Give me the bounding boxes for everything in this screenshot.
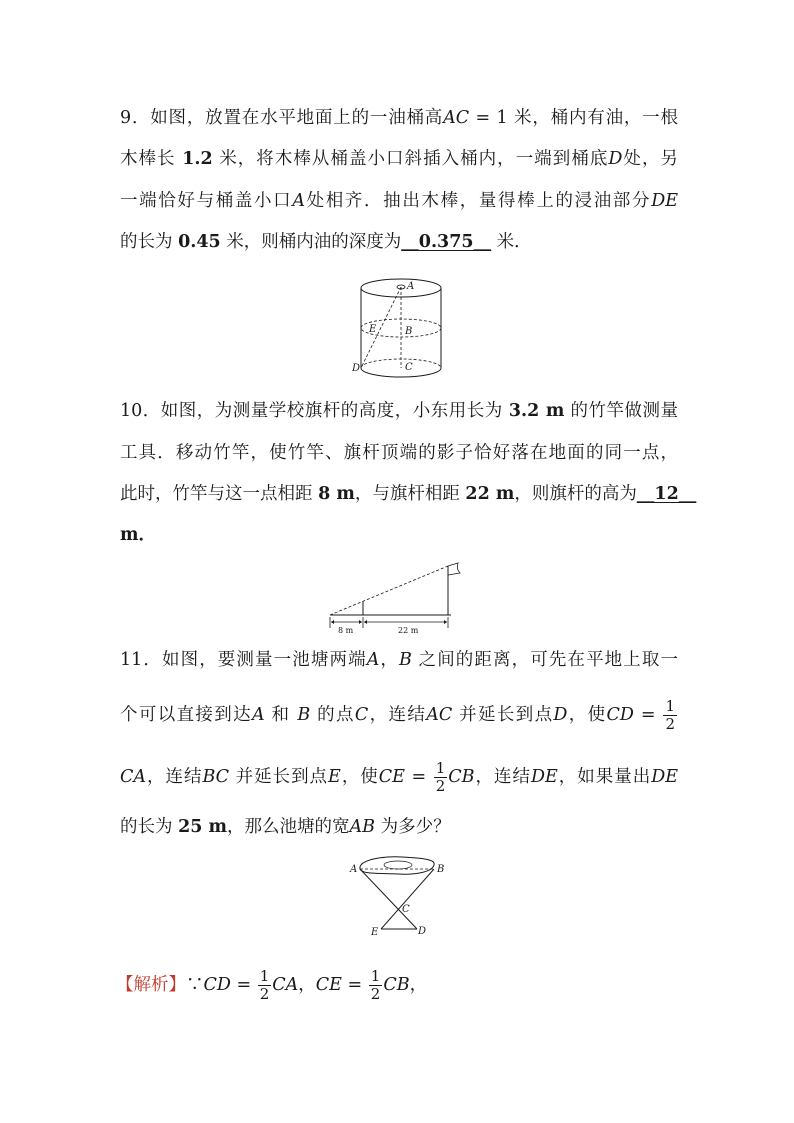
q10-flagpole-figure — [325, 560, 465, 635]
q10-line-4 — [120, 523, 678, 547]
q11-text: 和 — [264, 705, 298, 725]
fraction-half — [258, 968, 272, 1003]
q11-text: 并延长到点 — [229, 767, 329, 787]
q11-var: D — [553, 705, 568, 725]
q9-cylinder-figure — [340, 276, 460, 386]
q11-line-2 — [120, 698, 678, 733]
q11-text: ，连结 — [474, 767, 531, 787]
frac-den: 2 — [435, 777, 446, 795]
q9-line-4 — [120, 230, 678, 254]
q11-var: B — [297, 705, 311, 725]
q10-answer: __12__ — [636, 484, 697, 504]
frac-den: 2 — [259, 985, 270, 1003]
label-b: B — [405, 326, 413, 337]
solution-tag: 【解析】 — [116, 975, 186, 995]
label-e: E — [369, 324, 377, 335]
q10-number: 22 m — [465, 484, 515, 504]
q11-text: 11．如图，要测量一池塘两端 — [120, 650, 367, 670]
fraction-half — [369, 968, 383, 1003]
q11-number: 25 m — [178, 817, 228, 837]
frac-num: 1 — [665, 697, 676, 715]
q10-line-1 — [120, 399, 678, 423]
label-8m: 8 m — [338, 626, 354, 635]
flag-icon — [448, 563, 460, 575]
q10-line-3 — [120, 482, 697, 506]
shadow-line — [330, 566, 448, 615]
q9-line-3 — [120, 189, 678, 213]
label-a: A — [350, 864, 358, 875]
frac-num: 1 — [435, 759, 446, 777]
q11-text: ， — [298, 975, 316, 995]
q11-text: ，那么池塘的宽 — [227, 817, 350, 837]
fraction-half — [663, 698, 677, 733]
stick-ad — [361, 287, 401, 368]
q9-text: 米，将木棒从桶盖小口斜插入桶内，一端到桶底 — [212, 149, 609, 169]
q11-line-3 — [120, 760, 678, 795]
q11-text: ，连结 — [146, 767, 203, 787]
q10-text: 此时，竹竿与这一点相距 — [120, 484, 319, 504]
q11-text: ，如果量出 — [557, 767, 652, 787]
q9-line-2 — [120, 147, 678, 171]
q11-text: = — [230, 975, 257, 995]
q9-text: 的长为 — [120, 232, 179, 252]
fraction-half — [434, 760, 448, 795]
q10-text: ，则旗杆的高为 — [514, 484, 637, 504]
q10-number: 3.2 m — [508, 401, 565, 421]
because-symbol: ∵ — [186, 975, 204, 995]
q11-var: CB — [448, 767, 475, 787]
q11-text: = — [633, 705, 663, 725]
q11-text: ，使 — [567, 705, 607, 725]
q11-text: = — [404, 767, 433, 787]
q9-text: 处相齐．抽出木棒，量得棒上的浸油部分 — [304, 191, 652, 211]
q11-var: CE — [315, 975, 342, 995]
q11-var: A — [252, 705, 265, 725]
pond-ripple — [384, 861, 412, 869]
q11-text: 的点 — [310, 705, 355, 725]
q11-var: DE — [651, 767, 679, 787]
q10-text: 10．如图，为测量学校旗杆的高度，小东用长为 — [120, 401, 509, 421]
q11-text: 个可以直接到达 — [120, 705, 252, 725]
frac-num: 1 — [259, 967, 270, 985]
q10-text: 的竹竿做测量 — [564, 401, 678, 421]
q11-var: AB — [349, 817, 376, 837]
cylinder-bottom-front — [361, 368, 441, 377]
label-c: C — [405, 362, 413, 373]
q9-text: 米，则桶内油的深度为 — [220, 232, 402, 252]
q11-var: E — [328, 767, 341, 787]
pond-shape — [360, 857, 434, 874]
q11-text: 为多少？ — [375, 817, 451, 837]
q11-var: C — [354, 705, 369, 725]
q11-text: ， — [409, 975, 428, 995]
frac-den: 2 — [370, 985, 381, 1003]
q11-text: 之间的距离，可先在平地上取一 — [411, 650, 678, 670]
q9-number: 1.2 — [182, 149, 213, 169]
q11-var: AC — [426, 705, 453, 725]
q11-text: 的长为 — [120, 817, 179, 837]
q11-var: BC — [202, 767, 230, 787]
label-e: E — [371, 927, 379, 938]
q9-number: 0.45 — [178, 232, 221, 252]
q9-text: = 1 米，桶内有油，一根 — [469, 108, 678, 128]
q9-text: 处，另 — [622, 149, 678, 169]
label-22m: 22 m — [398, 626, 419, 635]
q11-text: ， — [379, 650, 400, 670]
q11-text: 并延长到点 — [452, 705, 554, 725]
q11-var: B — [399, 650, 412, 670]
label-a: A — [407, 281, 415, 292]
label-d: D — [352, 363, 361, 374]
q11-solution — [116, 968, 678, 1003]
q9-line-1 — [120, 106, 678, 130]
q9-text: 一端恰好与桶盖小口 — [120, 191, 293, 211]
q11-var: CD — [203, 975, 231, 995]
q9-answer: __0.375__ — [401, 232, 492, 252]
q10-number: 8 m — [318, 484, 355, 504]
q9-text: 9．如图，放置在水平地面上的一油桶高 — [120, 108, 444, 128]
q10-text: 工具．移动竹竿，使竹竿、旗杆顶端的影子恰好落在地面的同一点， — [120, 443, 678, 463]
q9-text: 木棒长 — [120, 149, 183, 169]
q9-var-de: DE — [651, 191, 679, 211]
q9-var-d: D — [608, 149, 623, 169]
q11-pond-figure — [340, 855, 460, 940]
label-c: C — [402, 904, 410, 915]
frac-num: 1 — [370, 967, 381, 985]
q10-text: ，与旗杆相距 — [354, 484, 466, 504]
label-d: D — [418, 926, 427, 937]
q11-var: DE — [530, 767, 558, 787]
q11-text: = — [341, 975, 368, 995]
q10-line-2 — [120, 441, 678, 465]
q11-var: CA — [120, 767, 147, 787]
q11-text: ，连结 — [368, 705, 427, 725]
q9-text: 米． — [491, 232, 532, 252]
q9-var-ac: AC — [443, 108, 470, 128]
q9-var-a: A — [292, 191, 305, 211]
q11-text: ，使 — [340, 767, 379, 787]
q10-text: m． — [120, 525, 157, 545]
q11-var: A — [366, 650, 380, 670]
q11-line-1 — [120, 648, 678, 672]
q11-var: CD — [606, 705, 634, 725]
label-b: B — [437, 864, 445, 875]
q11-var: CA — [272, 975, 299, 995]
q11-var: CB — [383, 975, 410, 995]
frac-den: 2 — [665, 715, 676, 733]
q11-line-4 — [120, 815, 678, 839]
q11-var: CE — [378, 767, 405, 787]
